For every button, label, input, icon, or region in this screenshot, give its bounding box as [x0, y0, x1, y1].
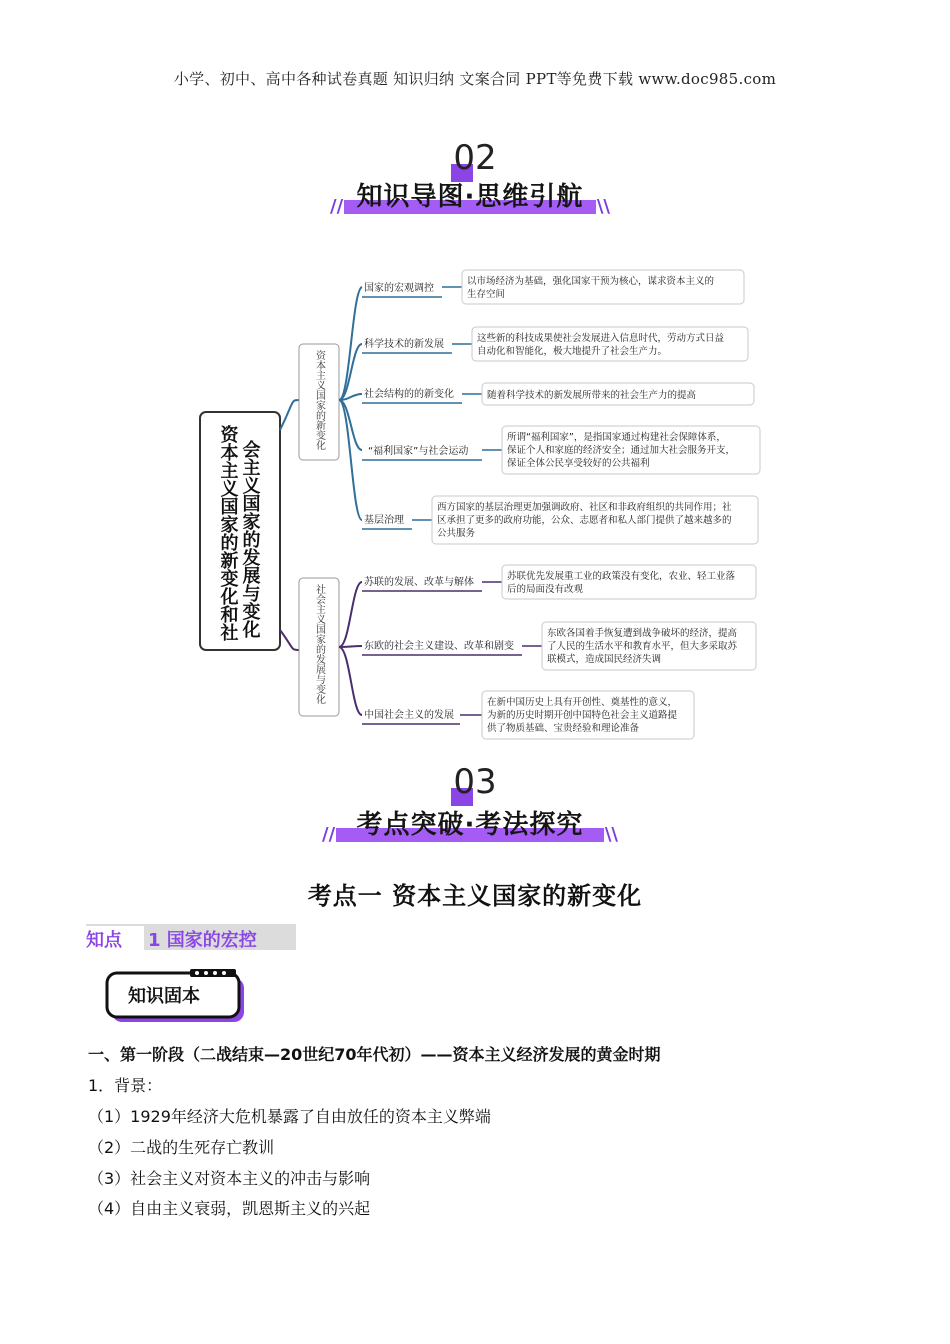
connector-root-branch2	[280, 630, 300, 650]
svg-text:在新中国历史上具有开创性、奠基性的意义，: 在新中国历史上具有开创性、奠基性的意义，	[487, 697, 678, 708]
right-slash-decoration: \\	[604, 824, 618, 845]
svg-text:保证全体公民享受较好的公共福利: 保证全体公民享受较好的公共福利	[507, 458, 650, 469]
svg-text:区承担了更多的政府功能，公众、志愿者和私人部门提供了越来越多: 区承担了更多的政府功能，公众、志愿者和私人部门提供了越来越多的	[437, 515, 732, 526]
svg-text:这些新的科技成果使社会发展进入信息时代，劳动方式日益: 这些新的科技成果使社会发展进入信息时代，劳动方式日益	[477, 333, 725, 344]
svg-text:公共服务: 公共服务	[437, 528, 476, 539]
content-subheading: 1．背景：	[88, 1076, 163, 1095]
mindmap-descriptions	[432, 270, 760, 739]
zhidian-title: 1 国家的宏控	[148, 930, 257, 951]
knowledge-badge	[104, 968, 248, 1026]
connector-root-branch1	[280, 400, 300, 430]
content-item: （1）1929年经济大危机暴露了自由放任的资本主义弊端	[88, 1107, 491, 1126]
section-number-text: 03	[453, 762, 497, 802]
root-text-col2: 资本主义国家的新变化和社	[217, 425, 239, 641]
svg-text:西方国家的基层治理更加强调政府、社区和非政府组织的共同作用；: 西方国家的基层治理更加强调政府、社区和非政府组织的共同作用；社	[437, 502, 732, 513]
zhidian-bar	[86, 924, 296, 950]
node-label: “福利国家”与社会运动	[368, 446, 469, 457]
svg-text:东欧各国着手恢复遭到战争破坏的经济，提高: 东欧各国着手恢复遭到战争破坏的经济，提高	[547, 628, 738, 639]
node-label: 中国社会主义的发展	[364, 710, 454, 721]
node-label: 苏联的发展、改革与解体	[364, 577, 474, 588]
content-item: （4）自由主义衰弱，凯恩斯主义的兴起	[88, 1199, 371, 1218]
section-number-02	[435, 138, 515, 178]
svg-text:后的局面没有改观: 后的局面没有改观	[507, 584, 584, 595]
node-label: 基层治理	[364, 515, 404, 526]
section-banner-03	[322, 804, 618, 848]
zhidian-prefix: 知点	[86, 926, 144, 952]
kaodian-title: 考点一 资本主义国家的新变化	[307, 882, 643, 910]
badge-text: 知识固本	[128, 986, 200, 1007]
node-label: 东欧的社会主义建设、改革和剧变	[364, 641, 514, 652]
svg-text:自动化和智能化，极大地提升了社会生产力。: 自动化和智能化，极大地提升了社会生产力。	[477, 346, 668, 357]
content-heading: 一、第一阶段（二战结束—20世纪70年代初）——资本主义经济发展的黄金时期	[88, 1045, 661, 1064]
svg-text:供了物质基础、宝贵经验和理论准备: 供了物质基础、宝贵经验和理论准备	[487, 723, 640, 734]
section-banner-02	[330, 176, 610, 220]
branch1-label: 资本主义国家的新变化	[313, 350, 325, 450]
node-label: 科学技术的新发展	[364, 339, 444, 350]
content-item: （3）社会主义对资本主义的冲击与影响	[88, 1169, 371, 1188]
section-number-03	[435, 762, 515, 802]
svg-text:为新的历史时期开创中国特色社会主义道路提: 为新的历史时期开创中国特色社会主义道路提	[487, 710, 678, 721]
banner-title: 考点突破·考法探究	[356, 810, 584, 840]
node-label: 国家的宏观调控	[364, 283, 434, 294]
section-number-text: 02	[453, 138, 497, 178]
svg-text:联模式，造成国民经济失调: 联模式，造成国民经济失调	[547, 654, 662, 665]
svg-text:了人民的生活水平和教育水平，但大多采取苏: 了人民的生活水平和教育水平，但大多采取苏	[547, 641, 738, 652]
svg-text:保证个人和家庭的经济安全；通过加大社会服务开支，: 保证个人和家庭的经济安全；通过加大社会服务开支，	[507, 445, 736, 456]
node-label: 社会结构的的新变化	[364, 389, 454, 400]
branch2-label: 社会主义国家的发展与变化	[313, 584, 325, 704]
left-slash-decoration: //	[330, 196, 344, 217]
page-header-text: 小学、初中、高中各种试卷真题 知识归纳 文案合同 PPT等免费下载 www.doc985.com	[173, 70, 777, 88]
banner-title: 知识导图·思维引航	[356, 182, 584, 212]
svg-text:随着科学技术的新发展所带来的社会生产力的提高: 随着科学技术的新发展所带来的社会生产力的提高	[487, 390, 697, 401]
left-slash-decoration: //	[322, 824, 336, 845]
mind-map	[0, 250, 950, 750]
svg-text:苏联优先发展重工业的政策没有变化，农业、轻工业落: 苏联优先发展重工业的政策没有变化，农业、轻工业落	[507, 571, 736, 582]
content-item: （2）二战的生死存亡教训	[88, 1138, 275, 1157]
svg-text:所谓“福利国家”，是指国家通过构建社会保障体系，: 所谓“福利国家”，是指国家通过构建社会保障体系，	[507, 432, 726, 443]
right-slash-decoration: \\	[596, 196, 610, 217]
svg-text:生存空间: 生存空间	[467, 289, 506, 300]
svg-text:以市场经济为基础，强化国家干预为核心，谋求资本主义的: 以市场经济为基础，强化国家干预为核心，谋求资本主义的	[467, 276, 715, 287]
root-text-col1: 会主义国家的发展与变化	[239, 440, 261, 638]
